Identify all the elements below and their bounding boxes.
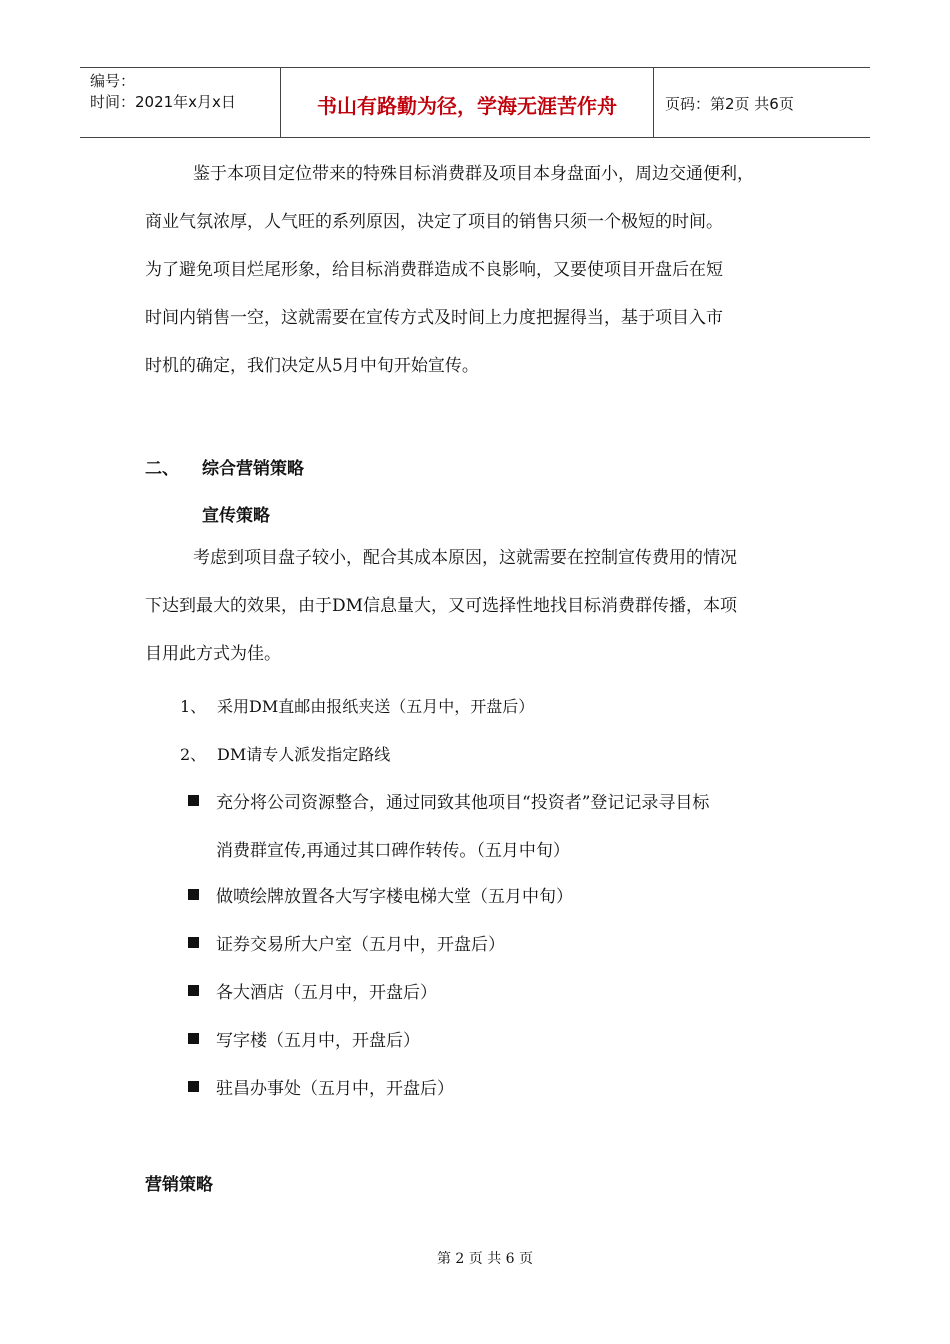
paragraph-line: 鉴于本项目定位带来的特殊目标消费群及项目本身盘面小，周边交通便利， [193, 164, 754, 184]
bullet-continuation: 消费群宣传,再通过其口碑作转传。（五月中旬） [216, 841, 570, 861]
header-meta [80, 68, 281, 137]
header-page-info: 页码：第2页 共6页 [665, 95, 794, 113]
bullet-text: 写字楼（五月中，开盘后） [216, 1031, 420, 1051]
item-number: 2、 [180, 745, 207, 764]
page-footer: 第 2 页 共 6 页 [436, 1251, 534, 1267]
square-bullet-icon [188, 889, 199, 900]
paragraph-line: 考虑到项目盘子较小，配合其成本原因，这就需要在控制宣传费用的情况 [193, 548, 737, 568]
bullet-text: 证券交易所大户室（五月中，开盘后） [216, 935, 505, 955]
numbered-item [180, 694, 534, 717]
intro-paragraph [145, 150, 810, 390]
paragraph-line: 目用此方式为佳。 [145, 644, 281, 664]
square-bullet-icon [188, 1033, 199, 1044]
page-header [80, 67, 870, 138]
item-number: 1、 [180, 697, 207, 716]
header-motto: 书山有路勤为径，学海无涯苦作舟 [281, 68, 654, 137]
paragraph-line: 为了避免项目烂尾形象，给目标消费群造成不良影响，又要使项目开盘后在短 [145, 260, 723, 280]
item-text: 采用DM直邮由报纸夹送（五月中，开盘后） [217, 697, 535, 716]
section-heading: 营销策略 [145, 1175, 213, 1195]
paragraph-line: 商业气氛浓厚，人气旺的系列原因，决定了项目的销售只须一个极短的时间。 [145, 212, 723, 232]
strategy-paragraph [145, 534, 810, 678]
section-heading [145, 454, 304, 479]
bullet-text: 充分将公司资源整合，通过同致其他项目“投资者”登记记录寻目标 [216, 793, 710, 813]
square-bullet-icon [188, 795, 199, 806]
square-bullet-icon [188, 937, 199, 948]
square-bullet-icon [188, 985, 199, 996]
paragraph-line: 下达到最大的效果，由于DM信息量大，又可选择性地找目标消费群传播，本项 [145, 596, 738, 616]
section-title: 综合营销策略 [202, 459, 304, 479]
bullet-text: 做喷绘牌放置各大写字楼电梯大堂（五月中旬） [216, 887, 573, 907]
subsection-heading: 宣传策略 [202, 506, 270, 526]
bullet-text: 驻昌办事处（五月中，开盘后） [216, 1079, 454, 1099]
bullet-text: 各大酒店（五月中，开盘后） [216, 983, 437, 1003]
item-text: DM请专人派发指定路线 [217, 745, 391, 764]
paragraph-line: 时机的确定，我们决定从5月中旬开始宣传。 [145, 356, 479, 376]
square-bullet-icon [188, 1081, 199, 1092]
paragraph-line: 时间内销售一空，这就需要在宣传方式及时间上力度把握得当，基于项目入市 [145, 308, 723, 328]
document-number-label: 编号： [90, 72, 136, 90]
numbered-item [180, 742, 390, 765]
document-time-label: 时间：2021年x月x日 [90, 93, 236, 111]
section-number: 二、 [145, 459, 179, 479]
